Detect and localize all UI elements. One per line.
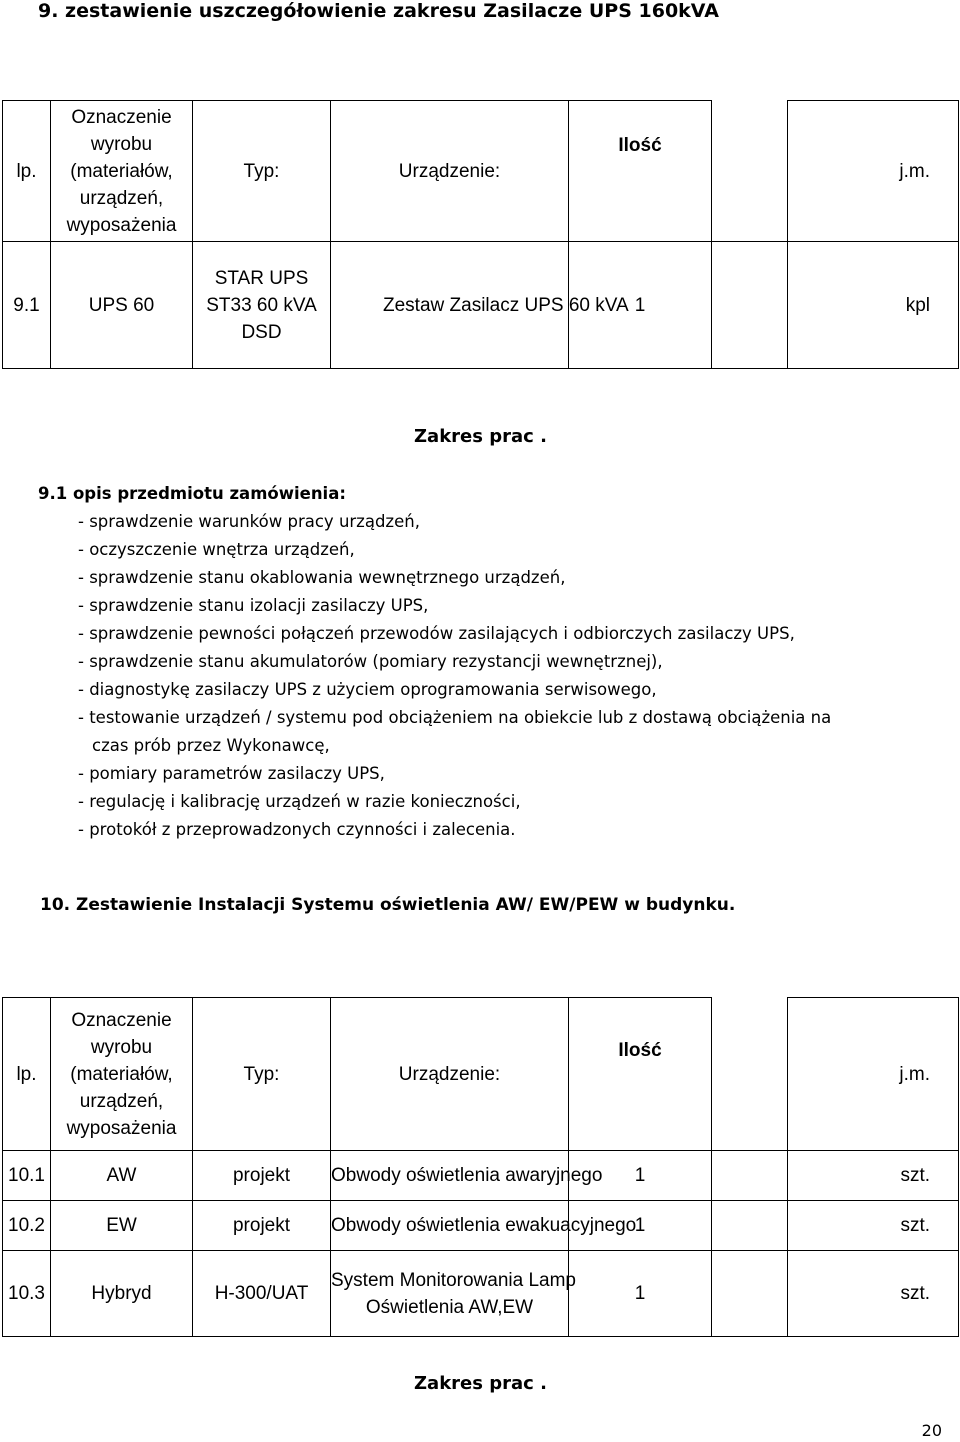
header-jm: j.m.	[788, 998, 959, 1151]
zakres-prac-label: Zakres prac .	[414, 1373, 547, 1394]
cell-jm: kpl	[788, 242, 959, 369]
scope-item: - protokół z przeprowadzonych czynności i zalecenia.	[78, 820, 516, 839]
cell-oznaczenie: EW	[51, 1201, 193, 1251]
cell-urzadzenie: Zestaw Zasilacz UPS 60 kVA	[331, 242, 569, 369]
table-header-row	[3, 998, 959, 1151]
cell-ilosc: 1	[569, 1251, 712, 1337]
table-row	[3, 1201, 959, 1251]
header-oznaczenie: Oznaczenie wyrobu (materiałów, urządzeń, wyposażenia	[51, 998, 193, 1151]
scope-item: - sprawdzenie stanu izolacji zasilaczy UPS,	[78, 596, 429, 615]
cell-ilosc: 1	[569, 1151, 712, 1201]
cell-urzadzenie: Obwody oświetlenia awaryjnego	[331, 1151, 569, 1201]
header-typ: Typ:	[193, 101, 331, 242]
table-header-row	[3, 101, 959, 242]
scope-title: 9.1 opis przedmiotu zamówienia:	[38, 484, 346, 503]
scope-item: - sprawdzenie warunków pracy urządzeń,	[78, 512, 420, 531]
header-urzadzenie: Urządzenie:	[331, 998, 569, 1151]
scope-block	[38, 480, 831, 844]
cell-typ: projekt	[193, 1151, 331, 1201]
scope-item: - testowanie urządzeń / systemu pod obciążeniem na obiekcie lub z dostawą obciążenia na	[78, 708, 832, 727]
page-number: 20	[921, 1421, 942, 1440]
cell-oznaczenie: Hybryd	[51, 1251, 193, 1337]
cell-typ: STAR UPS ST33 60 kVA DSD	[193, 242, 331, 369]
lighting-table	[2, 997, 959, 1337]
header-lp: lp.	[3, 101, 51, 242]
ups-table	[2, 100, 959, 369]
zakres-prac-label: Zakres prac .	[414, 426, 547, 447]
cell-jm: szt.	[788, 1201, 959, 1251]
table-row	[3, 242, 959, 369]
cell-typ: H-300/UAT	[193, 1251, 331, 1337]
scope-item: - sprawdzenie stanu akumulatorów (pomiary rezystancji wewnętrznej),	[78, 652, 663, 671]
header-ilosc: Ilość	[569, 998, 712, 1151]
cell-jm: szt.	[788, 1151, 959, 1201]
cell-lp: 10.2	[3, 1201, 51, 1251]
cell-ilosc: 1	[569, 242, 712, 369]
scope-item: - diagnostykę zasilaczy UPS z użyciem oprogramowania serwisowego,	[78, 680, 657, 699]
scope-item: - sprawdzenie pewności połączeń przewodów zasilających i odbiorczych zasilaczy UPS,	[78, 624, 795, 643]
table-row	[3, 1251, 959, 1337]
cell-urzadzenie: Obwody oświetlenia ewakuacyjnego	[331, 1201, 569, 1251]
cell-lp: 9.1	[3, 242, 51, 369]
header-typ: Typ:	[193, 998, 331, 1151]
scope-item: - pomiary parametrów zasilaczy UPS,	[78, 764, 385, 783]
section-10-heading: 10. Zestawienie Instalacji Systemu oświetlenia AW/ EW/PEW w budynku.	[40, 895, 736, 915]
header-urzadzenie: Urządzenie:	[331, 101, 569, 242]
header-jm: j.m.	[788, 101, 959, 242]
scope-item: - sprawdzenie stanu okablowania wewnętrznego urządzeń,	[78, 568, 566, 587]
header-lp: lp.	[3, 998, 51, 1151]
cell-urzadzenie: System Monitorowania Lamp Oświetlenia AW,EW	[331, 1251, 569, 1337]
cell-lp: 10.1	[3, 1151, 51, 1201]
cell-jm: szt.	[788, 1251, 959, 1337]
header-oznaczenie: Oznaczenie wyrobu (materiałów, urządzeń, wyposażenia	[51, 101, 193, 242]
scope-item: - oczyszczenie wnętrza urządzeń,	[78, 540, 355, 559]
scope-item-continuation: czas prób przez Wykonawcę,	[92, 736, 330, 755]
scope-item: - regulację i kalibrację urządzeń w razie konieczności,	[78, 792, 521, 811]
table-row	[3, 1151, 959, 1201]
cell-lp: 10.3	[3, 1251, 51, 1337]
header-ilosc: Ilość	[569, 101, 712, 242]
cell-ilosc: 1	[569, 1201, 712, 1251]
cell-oznaczenie: AW	[51, 1151, 193, 1201]
section-9-heading: 9. zestawienie uszczegółowienie zakresu Zasilacze UPS 160kVA	[38, 0, 719, 22]
cell-typ: projekt	[193, 1201, 331, 1251]
cell-oznaczenie: UPS 60	[51, 242, 193, 369]
